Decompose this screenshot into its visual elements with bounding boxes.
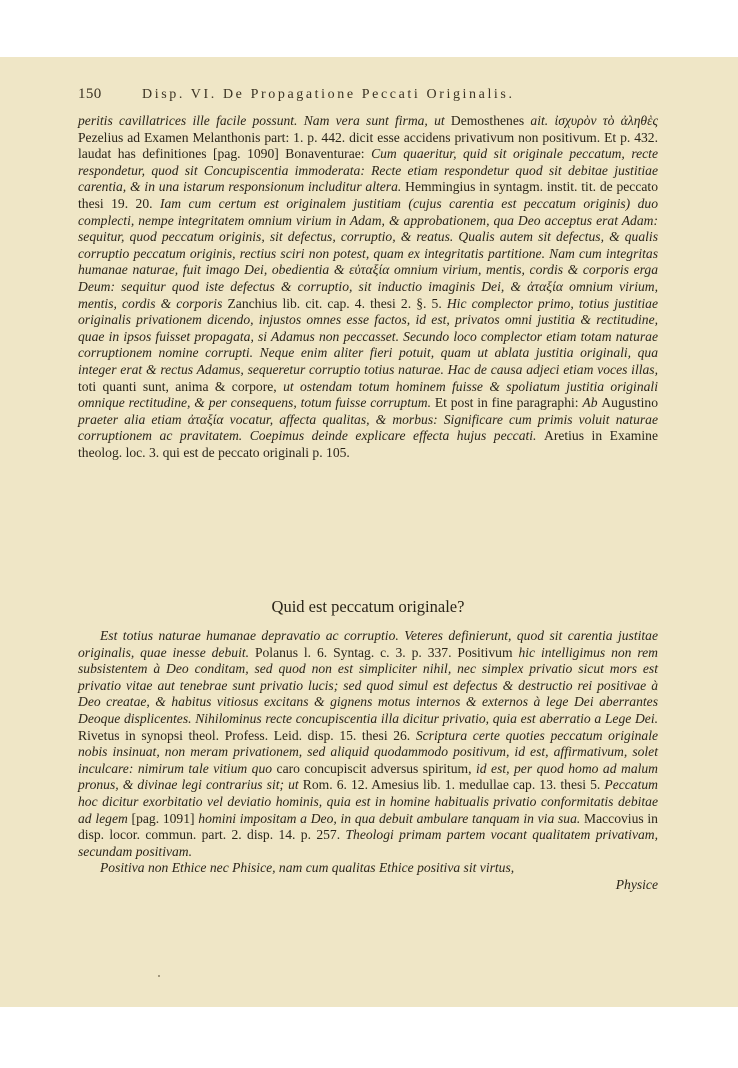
paragraph-1 bbox=[78, 113, 658, 461]
text-segment: ut ostendam totum hominem fuisse & spoliatum justitia originali omnique rectitudine, & per consequens, totum fuisse corruptum. bbox=[78, 378, 658, 411]
text-segment: Et post in fine paragraphi: bbox=[434, 395, 583, 411]
section-heading: Quid est peccatum originale? bbox=[271, 597, 465, 616]
text-segment: Maccovius in disp. locor. commun. part. 2. disp. 14. p. 257. bbox=[78, 810, 658, 843]
text-segment: Polanus l. 6. Syntag. c. 3. p. 337. Positivum bbox=[254, 644, 519, 660]
text-segment: Iam cum certum est originalem justitiam (cujus carentia est peccatum originis) duo complecti, nempe integritatem omnium virium in Adam, & approbationem, qua Deo acceptus erat Adam: sequitur, quod peccatum originis, sit defectus, corruptio, & reatus. Qualis autem sit defectus, & qualis corruptio peccatum originis, rectius sciri non potest, quam ex integritatis partitione. Nam cum integritas humanae naturae, fuit imago Dei, obedientia & εὐταξία omnium virium, mentis, cordis & corporis erga Deum: sequitur quod iste defectus & corruptio, sit inductio imaginis Dei, & ἀταξία omnium virium, mentis, cordis & corporis bbox=[78, 195, 658, 311]
text-segment: Est totius naturae humanae depravatio ac corruptio. Veteres definierunt, quod sit carentia justitae originalis, quae inesse debuit. bbox=[78, 628, 658, 660]
text-segment: caro concupiscit adversus spiritum, bbox=[276, 760, 476, 776]
text-segment: Augustino bbox=[601, 395, 659, 411]
text-segment: peritis cavillatrices ille facile possunt. Nam vera sunt firma, ut bbox=[78, 113, 451, 128]
text-segment: [pag. 1091] bbox=[131, 810, 199, 826]
paragraph-3-body bbox=[78, 860, 658, 877]
text-segment: ἰσχυρὸν τὸ ἀληθὲς bbox=[554, 113, 658, 128]
text-segment: Demosthenes bbox=[450, 113, 531, 128]
text-segment: Rom. 6. 12. Amesius lib. 1. medullae cap. 13. thesi 5. bbox=[302, 777, 605, 793]
text-segment: toti quanti sunt, anima & corpore, bbox=[78, 378, 284, 394]
catchword bbox=[78, 877, 658, 894]
text-segment: ait. bbox=[530, 113, 555, 128]
paragraph-2-body bbox=[78, 628, 658, 860]
text-segment: Peccatum hoc dicitur exorbitatio vel deviatio hominis, quia est in homine habitualis privatio conformitatis debitae ad legem bbox=[78, 777, 658, 826]
text-segment: id est, per quod homo ad malum pronus, & divinae legi contrarius sit; ut bbox=[78, 760, 659, 793]
text-segment: Scriptura certe quoties peccatum originale nobis insinuat, non meram privationem, sed aliquid quodammodo positivum, id est, affirmativum, solet inculcare: nimirum tale vitium quo bbox=[78, 727, 659, 776]
text-segment: Ab bbox=[582, 395, 602, 411]
text-segment: Hic complector primo, totius justitiae originalis privationem dicendo, injustos omnes esse factos, id est, privatos omni justitia & rectitudine, quae in ipsos fuisset propagata, si Adamus non peccasset. Secundo loco complector etiam totam naturae corruptionem nomine corrupti. Neque enim aliter fieri potuit, quam ut ablata justitia originali, qua integer erat & rectus Adamus, sequeretur corruptio totius naturae. Hac de causa adjeci etiam voces illas, bbox=[78, 295, 659, 377]
text-segment: Rivetus in synopsi theol. Profess. Leid. disp. 15. thesi 26. bbox=[78, 727, 416, 743]
running-title: Disp. VI. De Propagatione Peccati Originalis. bbox=[142, 87, 515, 102]
paragraph-1-body bbox=[78, 113, 658, 461]
text-segment: Cum quaeritur, quid sit originale peccatum, recte respondetur, quod sit Concupiscentia immoderata: Recte etiam respondetur quod sit debitae justitiae carentia, & in una istarum responsionum includitur altera. bbox=[78, 146, 658, 195]
text-segment: Pezelius ad Examen Melanthonis part: 1. p. 442. dicit esse accidens privativum non positivum. Et p. 432. laudat has definitiones [pag. 1090] Bonaventurae: bbox=[78, 129, 658, 162]
page-number: 150 bbox=[78, 86, 102, 102]
text-segment: Zanchius lib. cit. cap. 4. thesi 2. §. 5. bbox=[227, 295, 447, 311]
text-segment: praeter alia etiam ἀταξία vocatur, affecta qualitas, & morbus: Significare cum primis voluit naturae corruptionem ac pravitatem. Coepimus deinde explicare effecta hujus peccati. bbox=[78, 411, 658, 444]
paragraph-2 bbox=[78, 628, 658, 894]
running-header bbox=[78, 86, 658, 103]
catchword-text: Physice bbox=[615, 876, 658, 892]
text-segment: Theologi primam partem vocant qualitatem privativam, secundam positivam. bbox=[78, 827, 658, 859]
text-segment: Hemmingius in syntagm. instit. tit. de peccato thesi 19. 20. bbox=[78, 179, 658, 211]
paragraph-3-text: Positiva non Ethice nec Phisice, nam cum qualitas Ethice positiva sit virtus, bbox=[100, 860, 515, 876]
scan-speck bbox=[158, 975, 160, 977]
text-segment: homini impositam a Deo, in qua debuit ambulare tanquam in via sua. bbox=[198, 810, 585, 826]
text-segment: Aretius in Examine theolog. loc. 3. qui est de peccato originali p. 105. bbox=[78, 428, 658, 460]
text-segment: hic intelligimus non rem subsistentem à Deo conditam, sed quod non est simpliciter nihil, nec simplex privatio sicut mors est privatio vitae aut tenebrae sunt privatio lucis; sed quod simul est defectus & destructio rei positivae à Deo creatae, & habitus vitiosus excitans & gignens motus internos & externos à lege Dei aberrantes Deoque displicentes. Nihilominus recte concupiscentia illa dicitur privatio, quia est aberratio a Lege Dei. bbox=[78, 644, 659, 726]
